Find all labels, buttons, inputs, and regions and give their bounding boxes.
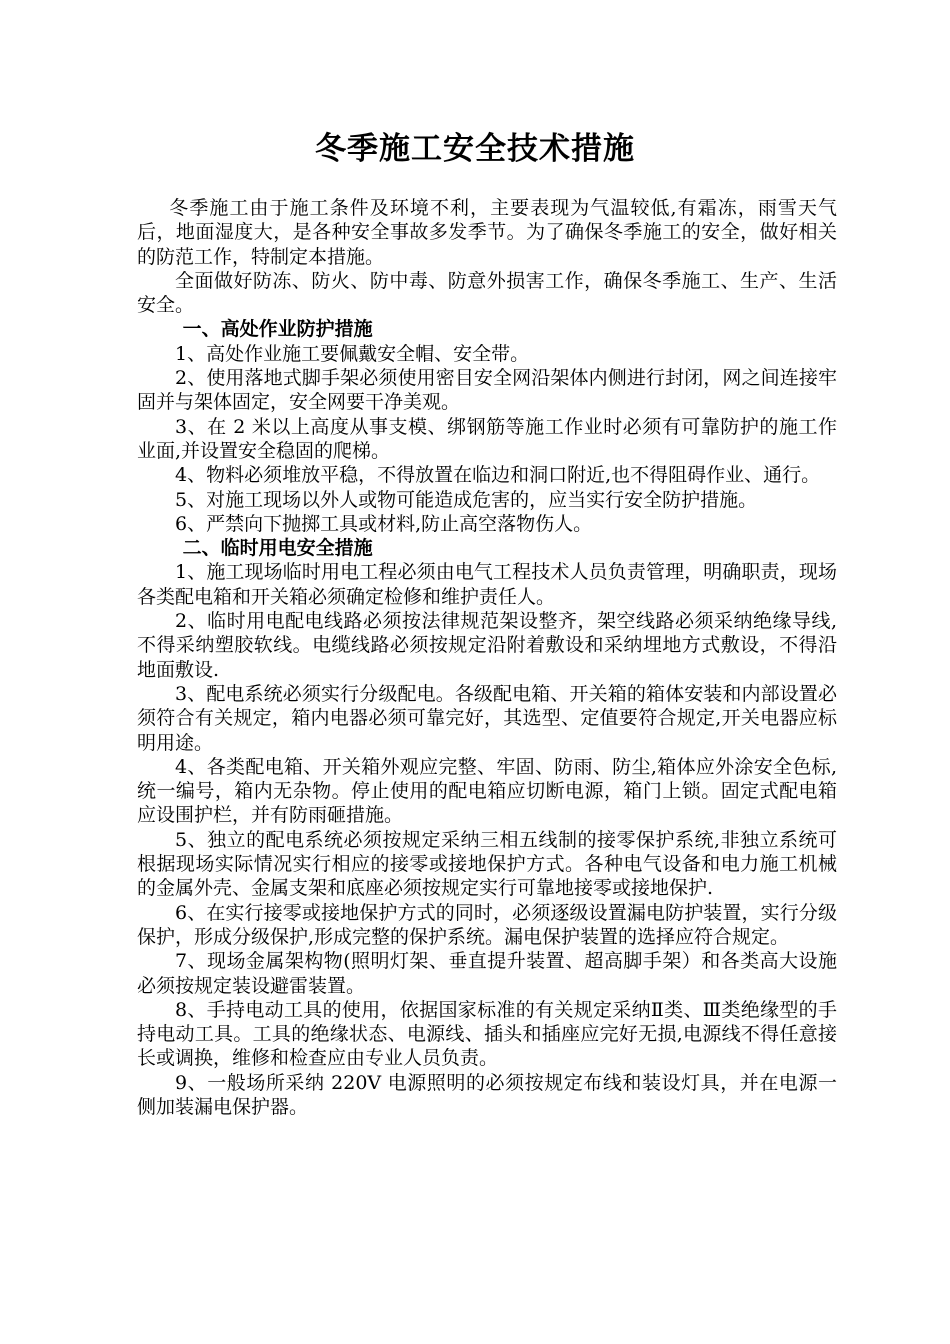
section-2-item: 2、临时用电配电线路必须按法律规范架设整齐，架空线路必须采纳绝缘导线,不得采纳塑胶软线。电缆线路必须按规定沿附着敷设和采纳埋地方式敷设，不得沿地面敷设. [137,610,837,681]
section-2-item: 7、现场金属架构物(照明灯架、垂直提升装置、超高脚手架）和各类高大设施必须按规定装设避雷装置。 [137,950,837,997]
section-1-item: 2、使用落地式脚手架必须使用密目安全网沿架体内侧进行封闭，网之间连接牢固并与架体固定，安全网要干净美观。 [137,367,837,414]
section-heading-1: 一、高处作业防护措施 [182,318,373,341]
section-2-item: 9、一般场所采纳 220V 电源照明的必须按规定布线和装设灯具，并在电源一侧加装漏电保护器。 [137,1071,837,1118]
section-2-item: 3、配电系统必须实行分级配电。各级配电箱、开关箱的箱体安装和内部设置必须符合有关规定，箱内电器必须可靠完好，其选型、定值要符合规定,开关电器应标明用途。 [137,682,837,754]
section-1-item: 6、严禁向下抛掷工具或材料,防止高空落物伤人。 [175,512,593,535]
section-2-item: 4、各类配电箱、开关箱外观应完整、牢固、防雨、防尘,箱体应外涂安全色标,统一编号，箱内无杂物。停止使用的配电箱应切断电源，箱门上锁。固定式配电箱应设围护栏，并有防雨砸措施。 [137,755,837,827]
section-1-item: 1、高处作业施工要佩戴安全帽、安全带。 [175,342,530,365]
section-1-item: 3、在 2 米以上高度从事支模、绑钢筋等施工作业时必须有可靠防护的施工作业面,并设置安全稳固的爬梯。 [137,415,837,462]
section-2-item: 6、在实行接零或接地保护方式的同时，必须逐级设置漏电防护装置，实行分级保护，形成分级保护,形成完整的保护系统。漏电保护装置的选择应符合规定。 [137,901,837,948]
document-title: 冬季施工安全技术措施 [315,131,635,167]
section-2-item: 5、独立的配电系统必须按规定采纳三相五线制的接零保护系统,非独立系统可根据现场实际情况实行相应的接零或接地保护方式。各种电气设备和电力施工机械的金属外壳、金属支架和底座必须按规定实行可靠地接零或接地保护. [137,828,837,900]
section-2-item: 1、施工现场临时用电工程必须由电气工程技术人员负责管理，明确职责，现场各类配电箱和开关箱必须确定检修和维护责任人。 [137,561,837,608]
section-heading-2: 二、临时用电安全措施 [182,537,373,560]
section-1-item: 4、物料必须堆放平稳，不得放置在临边和洞口附近,也不得阻碍作业、通行。 [175,464,821,487]
section-2-item: 8、手持电动工具的使用，依据国家标准的有关规定采纳Ⅱ类、Ⅲ类绝缘型的手持电动工具。工具的绝缘状态、电源线、插头和插座应完好无损,电源线不得任意接长或调换，维修和检查应由专业人员负责。 [137,998,837,1070]
section-1-item: 5、对施工现场以外人或物可能造成危害的，应当实行安全防护措施。 [175,488,758,511]
document-body [137,196,837,1119]
intro-paragraph-1: 冬季施工由于施工条件及环境不利，主要表现为气温较低,有霜冻，雨雪天气后，地面湿度大，是各种安全事故多发季节。为了确保冬季施工的安全，做好相关的防范工作，特制定本措施。 [137,197,837,268]
intro-paragraph-2: 全面做好防冻、防火、防中毒、防意外损害工作，确保冬季施工、生产、生活安全。 [137,269,837,317]
